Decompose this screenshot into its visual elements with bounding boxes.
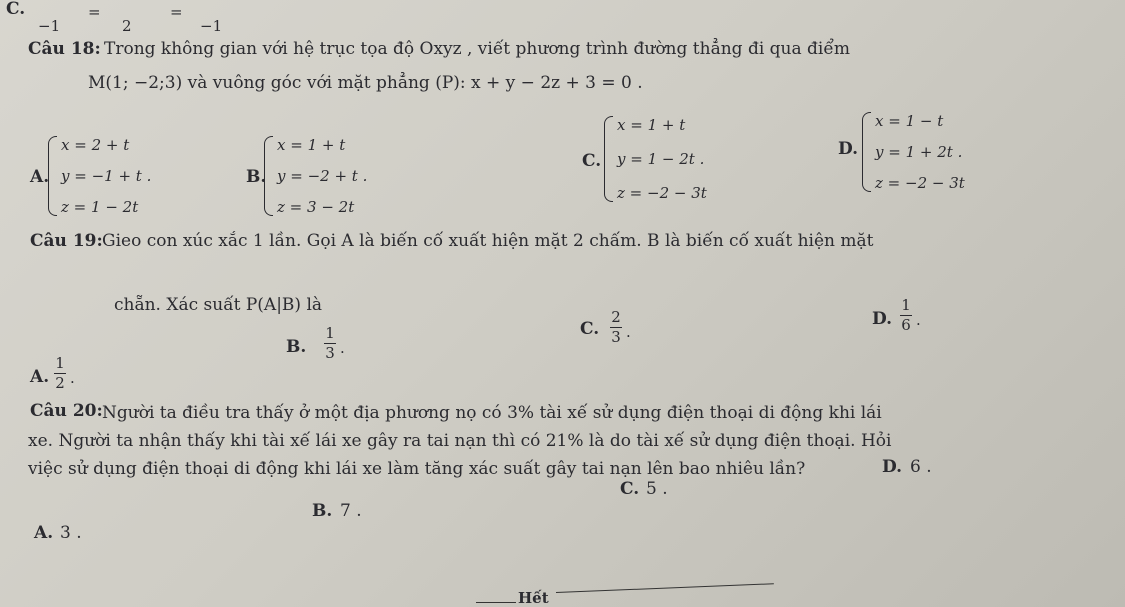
prev-option-c-label: C. (6, 0, 26, 19)
q19-option-c-fraction (610, 310, 622, 345)
q18-text-line1: Trong không gian với hệ trục tọa độ Oxyz , viết phương trình đường thẳng đi qua điểm (104, 39, 850, 59)
q18-option-c-label: C. (582, 151, 602, 171)
q20-option-c-value: 5 . (646, 479, 668, 499)
q19-option-a-label: A. (30, 367, 50, 387)
end-rule-right (556, 583, 774, 593)
q18-label: Câu 18: (28, 39, 101, 59)
q19-text-line2: chẵn. Xác suất P(A|B) là (114, 295, 323, 315)
q18-c-line1: x = 1 + t (617, 116, 686, 134)
end-text: Hết (518, 589, 549, 607)
q20-text-line1: Người ta điều tra thấy ở một địa phương nọ có 3% tài xế sử dụng điện thoại di động khi lái (102, 403, 882, 423)
q19-c-denominator: 3 (611, 328, 621, 346)
q19-a-numerator: 1 (55, 354, 65, 372)
q19-option-a-fraction (54, 356, 66, 391)
q19-a-tail: . (70, 369, 75, 387)
q19-b-tail: . (340, 339, 345, 357)
q18-option-d-label: D. (838, 139, 859, 159)
q18-c-line3: z = −2 − 3t (617, 184, 707, 202)
q19-d-tail: . (916, 311, 921, 329)
q20-text-line2: xe. Người ta nhận thấy khi tài xế lái xe gây ra tai nạn thì có 21% là do tài xế sử dụng điện thoại. Hỏi (28, 431, 892, 451)
q20-option-b-value: 7 . (340, 501, 362, 521)
prev-value-2: 2 (122, 17, 132, 35)
q19-option-b-label: B. (286, 337, 307, 357)
q19-a-denominator: 2 (55, 374, 65, 392)
q18-a-line2: y = −1 + t . (61, 167, 152, 185)
q18-c-line2: y = 1 − 2t . (617, 150, 705, 168)
q18-b-line2: y = −2 + t . (277, 167, 368, 185)
q20-option-d-label: D. (882, 457, 903, 477)
q18-b-line1: x = 1 + t (277, 136, 346, 154)
q20-text-line3: việc sử dụng điện thoại di động khi lái xe làm tăng xác suất gây tai nạn lên bao nhiêu lần? (28, 459, 806, 479)
brace-icon (604, 116, 613, 202)
q18-d-line1: x = 1 − t (875, 112, 944, 130)
q20-option-a-label: A. (34, 523, 54, 543)
q18-d-line3: z = −2 − 3t (875, 174, 965, 192)
q19-c-tail: . (626, 323, 631, 341)
q20-option-c-label: C. (620, 479, 640, 499)
prev-equals-2: = (170, 3, 183, 21)
end-rule-left (476, 602, 516, 603)
q19-label: Câu 19: (30, 231, 103, 251)
q18-a-line3: z = 1 − 2t (61, 198, 139, 216)
q19-text-line1: Gieo con xúc xắc 1 lần. Gọi A là biến cố xuất hiện mặt 2 chấm. B là biến cố xuất hiện mặt (102, 231, 874, 251)
brace-icon (48, 136, 57, 216)
q19-option-b-fraction (324, 326, 336, 361)
q18-a-line1: x = 2 + t (61, 136, 130, 154)
q19-b-denominator: 3 (325, 344, 335, 362)
q20-label: Câu 20: (30, 401, 103, 421)
q19-option-d-label: D. (872, 309, 893, 329)
q20-option-a-value: 3 . (60, 523, 82, 543)
q18-option-a-system (48, 136, 151, 216)
q18-d-line2: y = 1 + 2t . (875, 143, 963, 161)
q18-option-d-system (862, 112, 965, 192)
q18-option-c-system (604, 116, 707, 202)
q19-d-numerator: 1 (901, 296, 911, 314)
q19-option-c-label: C. (580, 319, 600, 339)
q18-b-line3: z = 3 − 2t (277, 198, 355, 216)
q18-option-b-system (264, 136, 367, 216)
q18-option-a-label: A. (30, 167, 50, 187)
q18-option-b-label: B. (246, 167, 267, 187)
brace-icon (264, 136, 273, 216)
brace-icon (862, 112, 871, 192)
q19-d-denominator: 6 (901, 316, 911, 334)
q20-option-b-label: B. (312, 501, 333, 521)
q19-b-numerator: 1 (325, 324, 335, 342)
prev-equals-1: = (88, 3, 101, 21)
q19-c-numerator: 2 (611, 308, 621, 326)
prev-value-3: −1 (200, 17, 223, 35)
q20-option-d-value: 6 . (910, 457, 932, 477)
q18-text-line2: M(1; −2;3) và vuông góc với mặt phẳng (P): x + y − 2z + 3 = 0 . (88, 73, 643, 93)
q19-option-d-fraction (900, 298, 912, 333)
prev-value-1: −1 (38, 17, 61, 35)
